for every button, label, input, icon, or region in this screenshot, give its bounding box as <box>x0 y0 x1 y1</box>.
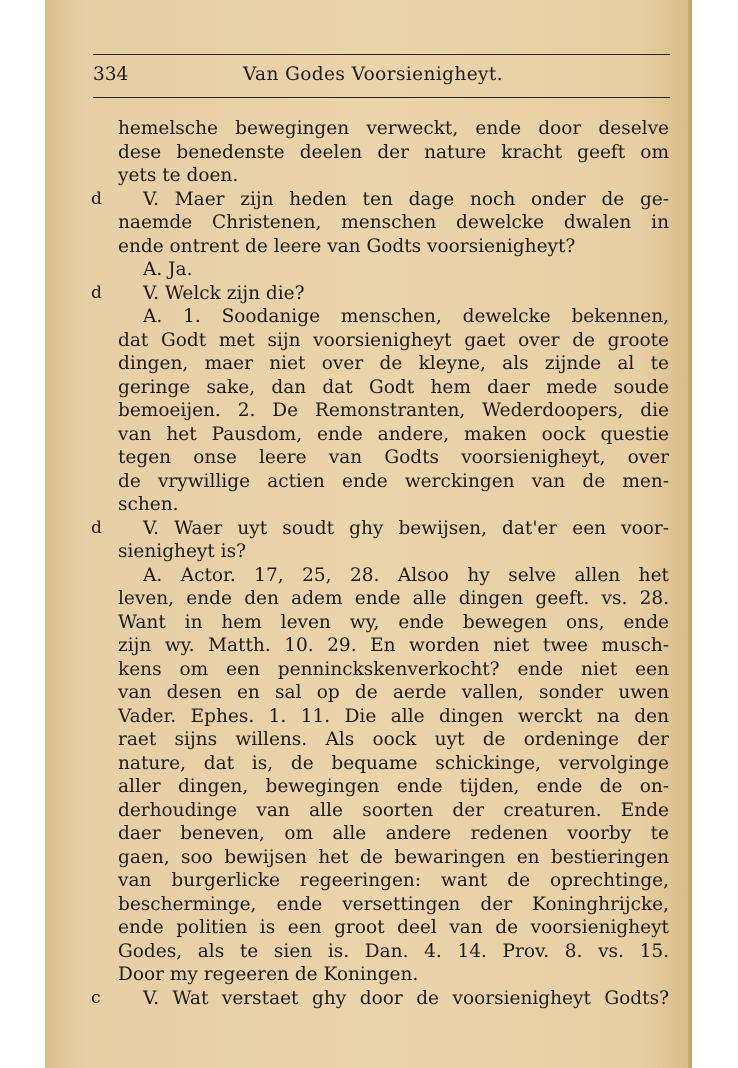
line-text: de vrywillige actien ende werckingen van de men- <box>118 470 669 492</box>
text-line <box>0 658 738 682</box>
text-line <box>0 705 738 729</box>
line-text: naemde Christenen, menschen dewelcke dwalen in <box>118 212 669 233</box>
line-text: A. Actor. 17, 25, 28. Alsoo hy selve allen het <box>143 564 669 586</box>
text-line <box>0 329 738 353</box>
text-line <box>0 235 738 259</box>
line-text: A. Ja. <box>143 259 193 280</box>
line-text: van desen en sal op de aerde vallen, sonder uwen <box>118 682 669 703</box>
line-text: Door my regeeren de Koningen. <box>118 964 419 985</box>
margin-marker: d <box>91 517 102 538</box>
running-header <box>93 64 670 88</box>
text-line <box>0 846 738 870</box>
line-text: zijn wy. Matth. 10. 29. En worden niet twee musch- <box>118 635 669 656</box>
line-text: V. Welck zijn die? <box>143 282 305 304</box>
text-line <box>0 188 738 212</box>
line-text: geringe sake, dan dat Godt hem daer mede soude <box>118 376 669 398</box>
line-text: Godes, als te sien is. Dan. 4. 14. Prov. 8. vs. 15. <box>118 940 669 962</box>
text-line <box>0 752 738 776</box>
line-text: van burgerlicke regeeringen: want de oprechtinge, <box>118 870 669 891</box>
text-line <box>0 822 738 846</box>
line-text: V. Waer uyt soudt ghy bewijsen, dat'er een voor- <box>143 517 669 539</box>
text-line <box>0 282 738 306</box>
text-line <box>0 141 738 165</box>
text-line <box>0 987 738 1011</box>
text-line <box>0 611 738 635</box>
line-text: van het Pausdom, ende andere, maken oock questie <box>118 423 669 445</box>
margin-marker: d <box>91 188 102 209</box>
line-text: V. Wat verstaet ghy door de voorsienigheyt Godts? <box>143 987 669 1009</box>
line-text: ende ontrent de leere van Godts voorsienigheyt? <box>118 235 576 257</box>
line-text: V. Maer zijn heden ten dage noch onder de ge- <box>143 188 669 210</box>
text-line <box>0 916 738 940</box>
line-text: yets te doen. <box>118 165 239 186</box>
line-text: dese benedenste deelen der nature kracht geeft om <box>118 141 669 163</box>
text-line <box>0 470 738 494</box>
line-text: Want in hem leven wy, ende bewegen ons, ende <box>118 611 669 633</box>
line-text: bemoeijen. 2. De Remonstranten, Wederdoopers, die <box>118 400 669 421</box>
text-line <box>0 681 738 705</box>
line-text: A. 1. Soodanige menschen, dewelcke bekennen, <box>143 306 669 327</box>
text-line <box>0 117 738 141</box>
text-line <box>0 517 738 541</box>
header-rule-bottom <box>93 97 670 98</box>
text-line <box>0 564 738 588</box>
line-text: ende politien is een groot deel van de voorsienigheyt <box>118 917 669 938</box>
text-line <box>0 211 738 235</box>
line-text: leven, ende den adem ende alle dingen geeft. vs. 28. <box>118 588 669 609</box>
text-line <box>0 423 738 447</box>
line-text: aller dingen, bewegingen ende tijden, ende de on- <box>118 776 669 797</box>
line-text: dat Godt met sijn voorsienigheyt gaet over de groote <box>118 329 669 351</box>
margin-marker: d <box>91 282 102 303</box>
text-line <box>0 493 738 517</box>
text-line <box>0 963 738 987</box>
text-line <box>0 940 738 964</box>
line-text: bescherminge, ende versettingen der Koninghrijcke, <box>118 893 669 915</box>
text-line <box>0 446 738 470</box>
text-line <box>0 775 738 799</box>
line-text: daer beneven, om alle andere redenen voorby te <box>118 823 669 844</box>
line-text: schen. <box>118 494 179 515</box>
line-text: sienigheyt is? <box>118 541 246 562</box>
text-line <box>0 376 738 400</box>
text-line <box>0 728 738 752</box>
text-line <box>0 258 738 282</box>
text-line <box>0 352 738 376</box>
line-text: nature, dat is, de bequame schickinge, vervolginge <box>118 752 669 774</box>
text-line <box>0 587 738 611</box>
margin-marker: c <box>91 987 101 1008</box>
line-text: kens om een penninckskenverkocht? ende niet een <box>118 658 669 680</box>
text-line <box>0 634 738 658</box>
body-text <box>0 117 738 1010</box>
line-text: tegen onse leere van Godts voorsienigheyt, over <box>118 447 669 468</box>
page-number: 334 <box>93 64 129 85</box>
line-text: hemelsche bewegingen verweckt, ende door deselve <box>118 118 669 139</box>
line-text: derhoudinge van alle soorten der creaturen. Ende <box>118 799 669 821</box>
text-line <box>0 799 738 823</box>
running-title: Van Godes Voorsienigheyt. <box>243 64 504 85</box>
line-text: dingen, maer niet over de kleyne, als zijnde al te <box>118 353 669 374</box>
text-line <box>0 540 738 564</box>
text-line <box>0 869 738 893</box>
line-text: Vader. Ephes. 1. 11. Die alle dingen werckt na den <box>118 705 669 727</box>
text-line <box>0 164 738 188</box>
line-text: raet sijns willens. Als oock uyt de ordeninge der <box>118 729 669 750</box>
text-line <box>0 399 738 423</box>
text-line <box>0 893 738 917</box>
header-rule-top <box>93 54 670 55</box>
line-text: gaen, soo bewijsen het de bewaringen en bestieringen <box>118 846 669 868</box>
text-line <box>0 305 738 329</box>
